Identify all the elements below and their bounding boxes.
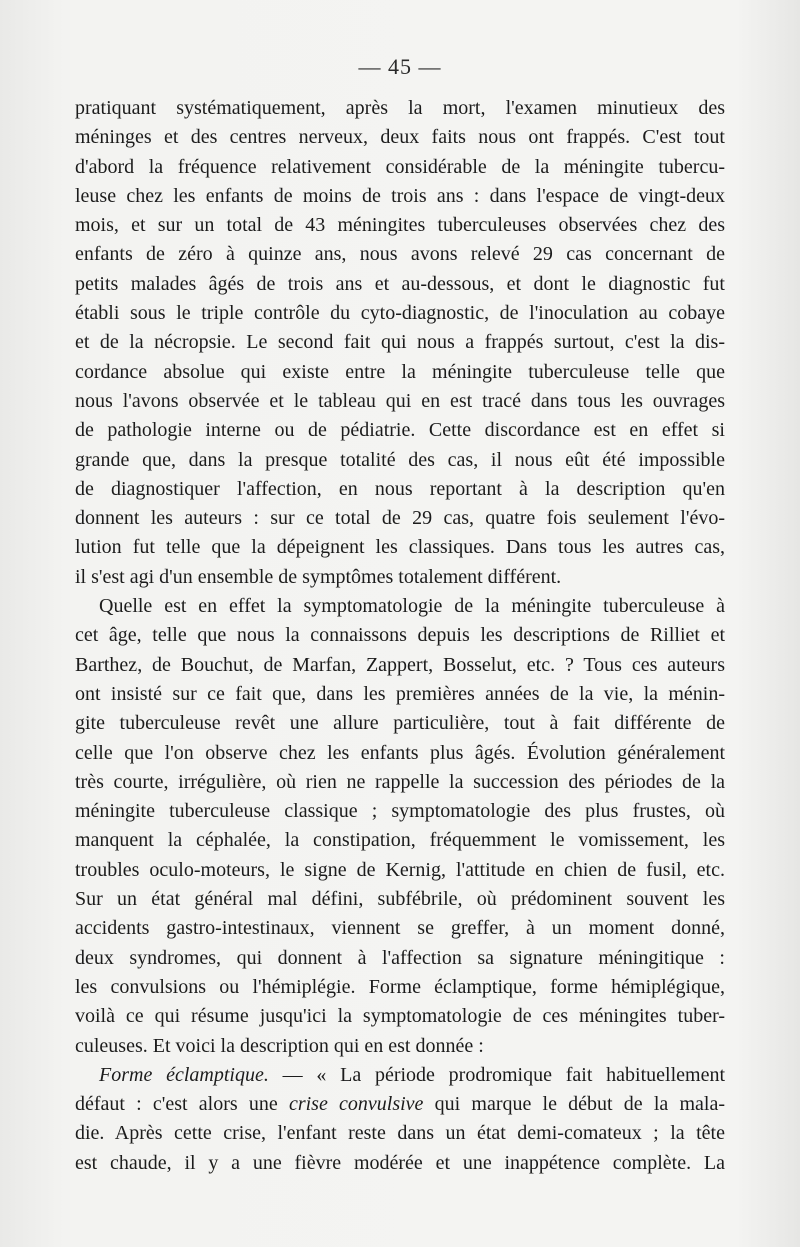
text-line: est chaude, il y a une fièvre modérée et une inappétence complète. La bbox=[75, 1151, 725, 1174]
text-line: Barthez, de Bouchut, de Marfan, Zappert, Bosselut, etc. ? Tous ces auteurs bbox=[75, 653, 725, 676]
page-number: — 45 — bbox=[358, 54, 442, 79]
text-line: petits malades âgés de trois ans et au-dessous, et dont le diagnostic fut bbox=[75, 272, 725, 295]
text-line: leuse chez les enfants de moins de trois ans : dans l'espace de vingt-deux bbox=[75, 184, 725, 207]
text-line: celle que l'on observe chez les enfants plus âgés. Évolution généralement bbox=[75, 741, 725, 764]
text-line: voilà ce qui résume jusqu'ici la symptomatologie de ces méningites tuber- bbox=[75, 1005, 725, 1028]
text-fragment: défaut : c'est alors une bbox=[75, 1093, 278, 1116]
text-line: ont insisté sur ce fait que, dans les premières années de la vie, la ménin- bbox=[75, 682, 725, 705]
paragraph-1 bbox=[75, 94, 725, 592]
paragraph-2 bbox=[75, 592, 725, 1061]
text-line: et de la nécropsie. Le second fait qui nous a frappés surtout, c'est la dis- bbox=[75, 331, 725, 354]
text-line: manquent la céphalée, la constipation, fréquemment le vomissement, les bbox=[75, 829, 725, 852]
text-line: cet âge, telle que nous la connaissons depuis les descriptions de Rilliet et bbox=[75, 624, 725, 647]
text-line: pratiquant systématiquement, après la mort, l'examen minutieux des bbox=[75, 97, 725, 119]
text-line: gite tuberculeuse revêt une allure particulière, tout à fait différente de bbox=[75, 712, 725, 735]
text-line: cordance absolue qui existe entre la méningite tuberculeuse telle que bbox=[75, 360, 725, 383]
italic-term: crise convulsive bbox=[288, 1093, 424, 1116]
text-line: de pathologie interne ou de pédiatrie. Cette discordance est en effet si bbox=[75, 419, 725, 442]
text-line: Quelle est en effet la symptomatologie de la méningite tuberculeuse à bbox=[99, 595, 725, 618]
text-line: donnent les auteurs : sur ce total de 29 cas, quatre fois seulement l'évo- bbox=[75, 507, 725, 530]
text-line bbox=[75, 1090, 725, 1119]
text-line: les convulsions ou l'hémiplégie. Forme éclamptique, forme hémiplégique, bbox=[75, 975, 725, 998]
paragraph-3 bbox=[75, 1061, 725, 1178]
text-fragment: qui marque le début de la mala- bbox=[434, 1093, 726, 1116]
text-line bbox=[75, 1061, 725, 1090]
section-heading-italic: Forme éclamptique. bbox=[99, 1063, 269, 1086]
text-line: mois, et sur un total de 43 méningites tuberculeuses observées chez des bbox=[75, 214, 725, 237]
text-line: culeuses. Et voici la description qui en est donnée : bbox=[75, 1034, 484, 1057]
text-line: accidents gastro-intestinaux, viennent se greffer, à un moment donné, bbox=[75, 917, 725, 940]
text-line: die. Après cette crise, l'enfant reste dans un état demi-comateux ; la tête bbox=[75, 1122, 725, 1145]
text-line: de diagnostiquer l'affection, en nous reportant à la description qu'en bbox=[75, 477, 725, 500]
text-fragment: — « La période prodromique fait habituellement bbox=[282, 1063, 726, 1086]
text-line: il s'est agi d'un ensemble de symptômes totalement différent. bbox=[75, 565, 562, 588]
text-line: d'abord la fréquence relativement considérable de la méningite tubercu- bbox=[75, 155, 725, 178]
text-line: très courte, irrégulière, où rien ne rappelle la succession des périodes de la bbox=[75, 770, 725, 793]
text-line: établi sous le triple contrôle du cyto-diagnostic, de l'inoculation au cobaye bbox=[75, 302, 725, 325]
text-line: Sur un état général mal défini, subfébrile, où prédominent souvent les bbox=[75, 888, 725, 911]
text-line: troubles oculo-moteurs, le signe de Kernig, l'attitude en chien de fusil, etc. bbox=[75, 858, 725, 881]
text-line: méninges et des centres nerveux, deux faits nous ont frappés. C'est tout bbox=[75, 126, 725, 149]
text-line: méningite tuberculeuse classique ; symptomatologie des plus frustes, où bbox=[75, 800, 725, 823]
text-line: lution fut telle que la dépeignent les classiques. Dans tous les autres cas, bbox=[75, 536, 725, 559]
text-line: enfants de zéro à quinze ans, nous avons relevé 29 cas concernant de bbox=[75, 243, 725, 266]
body-text bbox=[75, 94, 725, 1178]
text-line: deux syndromes, qui donnent à l'affection sa signature méningitique : bbox=[75, 946, 725, 969]
text-line: nous l'avons observée et le tableau qui en est tracé dans tous les ouvrages bbox=[75, 389, 725, 412]
text-line: grande que, dans la presque totalité des cas, il nous eût été impossible bbox=[75, 448, 725, 471]
